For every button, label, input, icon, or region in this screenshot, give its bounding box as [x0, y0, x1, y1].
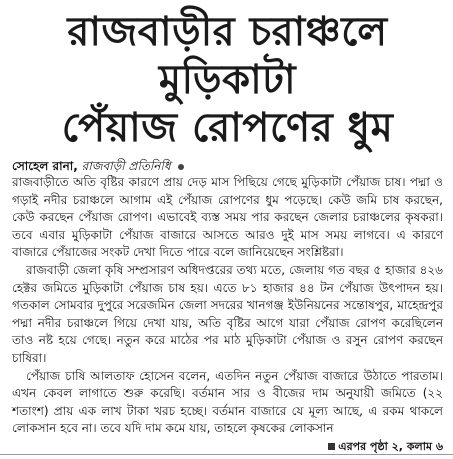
paragraph-1: রাজবাড়ীতে অতি বৃষ্টির কারণে প্রায় দেড় মাস পিছিয়ে গেছে মুড়িকাটা পেঁয়াজ চাষ। পদ্মা ও গড়াই নদীর চরাঞ্চলে আগাম এই পেঁয়াজ রোপণের ধুম পড়েছে। কেউ জমি চাষ করছেন, কেউ করছেন পেঁয়াজ রোপণ। এভাবেই ব্যস্ত সময় পার করছেন জেলার চরাঞ্চলের কৃষকরা। তবে এবার মুড়িকাটা পেঁয়াজ বাজারে আসতে আরও দুই মাস সময় লাগবে। এ কারণে বাজারে পেঁয়াজের সংকট দেখা দিতে পারে বলে জানিয়েছেন সংশ্লিষ্টরা। [12, 175, 443, 260]
headline-line-2: পেঁয়াজ রোপণের ধুম [61, 105, 394, 151]
byline [12, 158, 443, 174]
byline-name: সোহেল রানা, [12, 159, 78, 173]
paragraph-3 [12, 368, 443, 453]
continuation-text: এরপর পৃষ্ঠা ২, কলাম ৬ [338, 439, 443, 453]
continuation-note [314, 438, 443, 456]
paragraph-2: রাজবাড়ী জেলা কৃষি সম্প্রসারণ অধিদপ্তরের তথ্য মতে, জেলায় গত বছর ৫ হাজার ৪২৬ হেক্টর জমিতে মুড়িকাটা পেঁয়াজ চাষ হয়। এতে ৮১ হাজার ৪৪ টন পেঁয়াজ উৎপাদন হয়। গতকাল সোমবার দুপুরে সরেজমিন জেলা সদরের খানগঞ্জ ইউনিয়নের সন্তোষপুর, মাহেন্দ্রপুর পদ্মা নদীর চরাঞ্চলে গিয়ে দেখা যায়, অতি বৃষ্টির আগে যারা পেঁয়াজ রোপণ করেছিলেন তাও নষ্ট হয়ে গেছে। নতুন করে মাঠের পর মাঠ মুড়িকাটা পেঁয়াজ ও রসুন রোপণ করছেন চাষিরা। [12, 262, 443, 365]
square-bullet-icon [328, 443, 335, 450]
paragraph-3-text: পেঁয়াজ চাষি আলতাফ হোসেন বলেন, এতদিন নতুন পেঁয়াজ বাজারে উঠাতে পারতাম। এখন কেবল লাগাতে শুরু করেছি। বর্তমান সার ও বীজের দাম অনুযায়ী জমিতে (২২ শতাংশ) প্রায় এক লাখ টাকা খরচ হচ্ছে। বর্তমান বাজারে যে মূল্য আছে, এ রকম থাকলে লোকসান হবে না। তবে যদি দাম কমে যায়, তাহলে কৃষকের লোকসান [12, 368, 443, 436]
headline-line-1: রাজবাড়ীর চরাঞ্চলে মুড়িকাটা [67, 9, 388, 103]
byline-role: রাজবাড়ী প্রতিনিধি [81, 159, 171, 173]
article-body [12, 174, 443, 453]
bullet-icon [178, 164, 184, 170]
bottom-rule [0, 454, 453, 455]
headline [12, 0, 443, 152]
